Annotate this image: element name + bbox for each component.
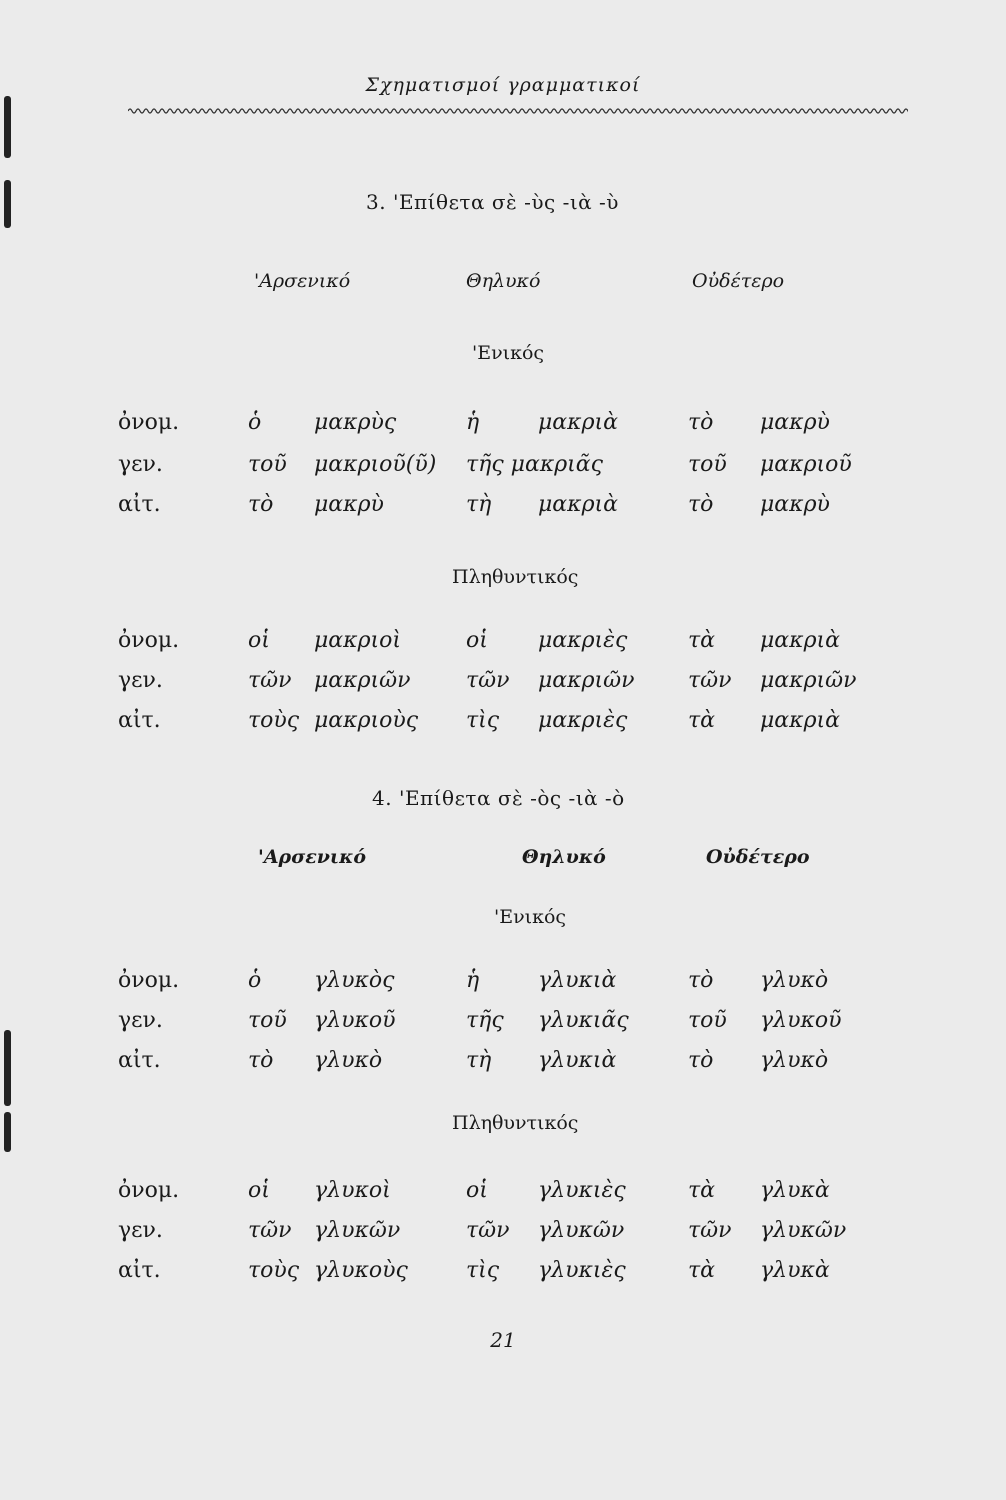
neut-article: τὰ	[688, 628, 716, 653]
fem-form: γλυκιὲς	[538, 1178, 626, 1203]
masc-form: μακρὺ	[314, 492, 384, 517]
masc-form: γλυκὸ	[314, 1048, 383, 1073]
masc-article: ὁ	[248, 410, 262, 435]
masc-form: γλυκὸς	[314, 968, 395, 993]
neut-article: τοῦ	[688, 1008, 727, 1033]
fem-article: τῶν	[466, 668, 510, 693]
binding-edge-mark	[4, 180, 11, 228]
header-masculine: 'Αρσενικό	[258, 846, 367, 868]
neut-article: τὰ	[688, 1178, 716, 1203]
case-label: αἰτ.	[118, 1258, 161, 1283]
masc-form: μακριοὺς	[314, 708, 419, 733]
fem-article: τὶς	[466, 1258, 500, 1283]
binding-edge-mark	[4, 1112, 11, 1152]
case-label: γεν.	[118, 668, 163, 693]
case-label: ὀνομ.	[118, 628, 180, 653]
neut-article: τὸ	[688, 410, 714, 435]
neut-form: μακριῶν	[760, 668, 857, 693]
fem-form: μακριὰ	[538, 492, 618, 517]
singular-label: 'Ενικός	[494, 906, 567, 928]
header-neuter: Οὐδέτερο	[692, 270, 785, 292]
fem-article: τὴ	[466, 492, 492, 517]
masc-form: μακριοῦ(ῦ)	[314, 452, 437, 477]
neut-article: τὸ	[688, 492, 714, 517]
neut-form: γλυκὰ	[760, 1258, 830, 1283]
neut-form: μακρὺ	[760, 410, 830, 435]
masc-form: μακριοὶ	[314, 628, 402, 653]
section-title: 3. 'Επίθετα σὲ -ὺς -ιὰ -ὺ	[366, 190, 619, 214]
header-neuter: Οὐδέτερο	[706, 846, 810, 868]
masc-form: γλυκῶν	[314, 1218, 401, 1243]
neut-article: τοῦ	[688, 452, 727, 477]
case-label: γεν.	[118, 1008, 163, 1033]
masc-article: τὸ	[248, 1048, 274, 1073]
neut-article: τὸ	[688, 968, 714, 993]
masc-article: τοὺς	[248, 708, 300, 733]
fem-form: γλυκιᾶς	[538, 1008, 629, 1033]
case-label: γεν.	[118, 1218, 163, 1243]
plural-label: Πληθυντικός	[452, 566, 579, 588]
case-label: ὀνομ.	[118, 1178, 180, 1203]
masc-article: τοῦ	[248, 452, 287, 477]
fem-form: γλυκιὲς	[538, 1258, 626, 1283]
fem-article: ἡ	[466, 410, 480, 435]
fem-article: ἡ	[466, 968, 480, 993]
masc-article: τοὺς	[248, 1258, 300, 1283]
case-label: αἰτ.	[118, 492, 161, 517]
neut-form: γλυκὸ	[760, 1048, 829, 1073]
singular-label: 'Ενικός	[472, 342, 545, 364]
masc-article: τῶν	[248, 668, 292, 693]
fem-form: γλυκῶν	[538, 1218, 625, 1243]
neut-article: τὰ	[688, 708, 716, 733]
neut-article: τὰ	[688, 1258, 716, 1283]
masc-form: γλυκοὶ	[314, 1178, 391, 1203]
fem-form: γλυκιὰ	[538, 968, 617, 993]
neut-form: γλυκῶν	[760, 1218, 847, 1243]
fem-form: μακριὲς	[538, 628, 628, 653]
masc-article: οἱ	[248, 1178, 270, 1203]
fem-article: τὶς	[466, 708, 500, 733]
fem-article: οἱ	[466, 628, 488, 653]
header-feminine: Θηλυκό	[522, 846, 606, 868]
masc-form: μακρὺς	[314, 410, 397, 435]
neut-article: τῶν	[688, 1218, 732, 1243]
page-number: 21	[490, 1328, 516, 1352]
fem-article: τῆς	[466, 1008, 504, 1033]
neut-form: μακριοῦ	[760, 452, 852, 477]
masc-article: τῶν	[248, 1218, 292, 1243]
header-feminine: Θηλυκό	[466, 270, 541, 292]
fem-form: μακριῶν	[538, 668, 635, 693]
binding-edge-mark	[4, 1030, 11, 1106]
neut-article: τῶν	[688, 668, 732, 693]
wavy-rule	[128, 104, 908, 118]
fem-article: τῆς μακριᾶς	[466, 452, 603, 477]
case-label: αἰτ.	[118, 708, 161, 733]
plural-label: Πληθυντικός	[452, 1112, 579, 1134]
masc-article: τοῦ	[248, 1008, 287, 1033]
binding-edge-mark	[4, 96, 11, 158]
neut-form: μακριὰ	[760, 628, 840, 653]
masc-form: μακριῶν	[314, 668, 411, 693]
fem-article: τὴ	[466, 1048, 492, 1073]
fem-form: μακριὲς	[538, 708, 628, 733]
fem-article: τῶν	[466, 1218, 510, 1243]
neut-article: τὸ	[688, 1048, 714, 1073]
case-label: αἰτ.	[118, 1048, 161, 1073]
masc-article: ὁ	[248, 968, 262, 993]
masc-article: τὸ	[248, 492, 274, 517]
neut-form: μακριὰ	[760, 708, 840, 733]
neut-form: γλυκὰ	[760, 1178, 830, 1203]
masc-article: οἱ	[248, 628, 270, 653]
case-label: γεν.	[118, 452, 163, 477]
neut-form: γλυκοῦ	[760, 1008, 842, 1033]
case-label: ὀνομ.	[118, 968, 180, 993]
neut-form: μακρὺ	[760, 492, 830, 517]
running-head: Σχηματισμοί γραμματικοί	[365, 74, 641, 96]
fem-article: οἱ	[466, 1178, 488, 1203]
case-label: ὀνομ.	[118, 410, 180, 435]
fem-form: γλυκιὰ	[538, 1048, 617, 1073]
header-masculine: 'Αρσενικό	[254, 270, 351, 292]
section-title: 4. 'Επίθετα σὲ -ὸς -ιὰ -ὸ	[372, 786, 625, 810]
fem-form: μακριὰ	[538, 410, 618, 435]
masc-form: γλυκοὺς	[314, 1258, 408, 1283]
neut-form: γλυκὸ	[760, 968, 829, 993]
masc-form: γλυκοῦ	[314, 1008, 396, 1033]
